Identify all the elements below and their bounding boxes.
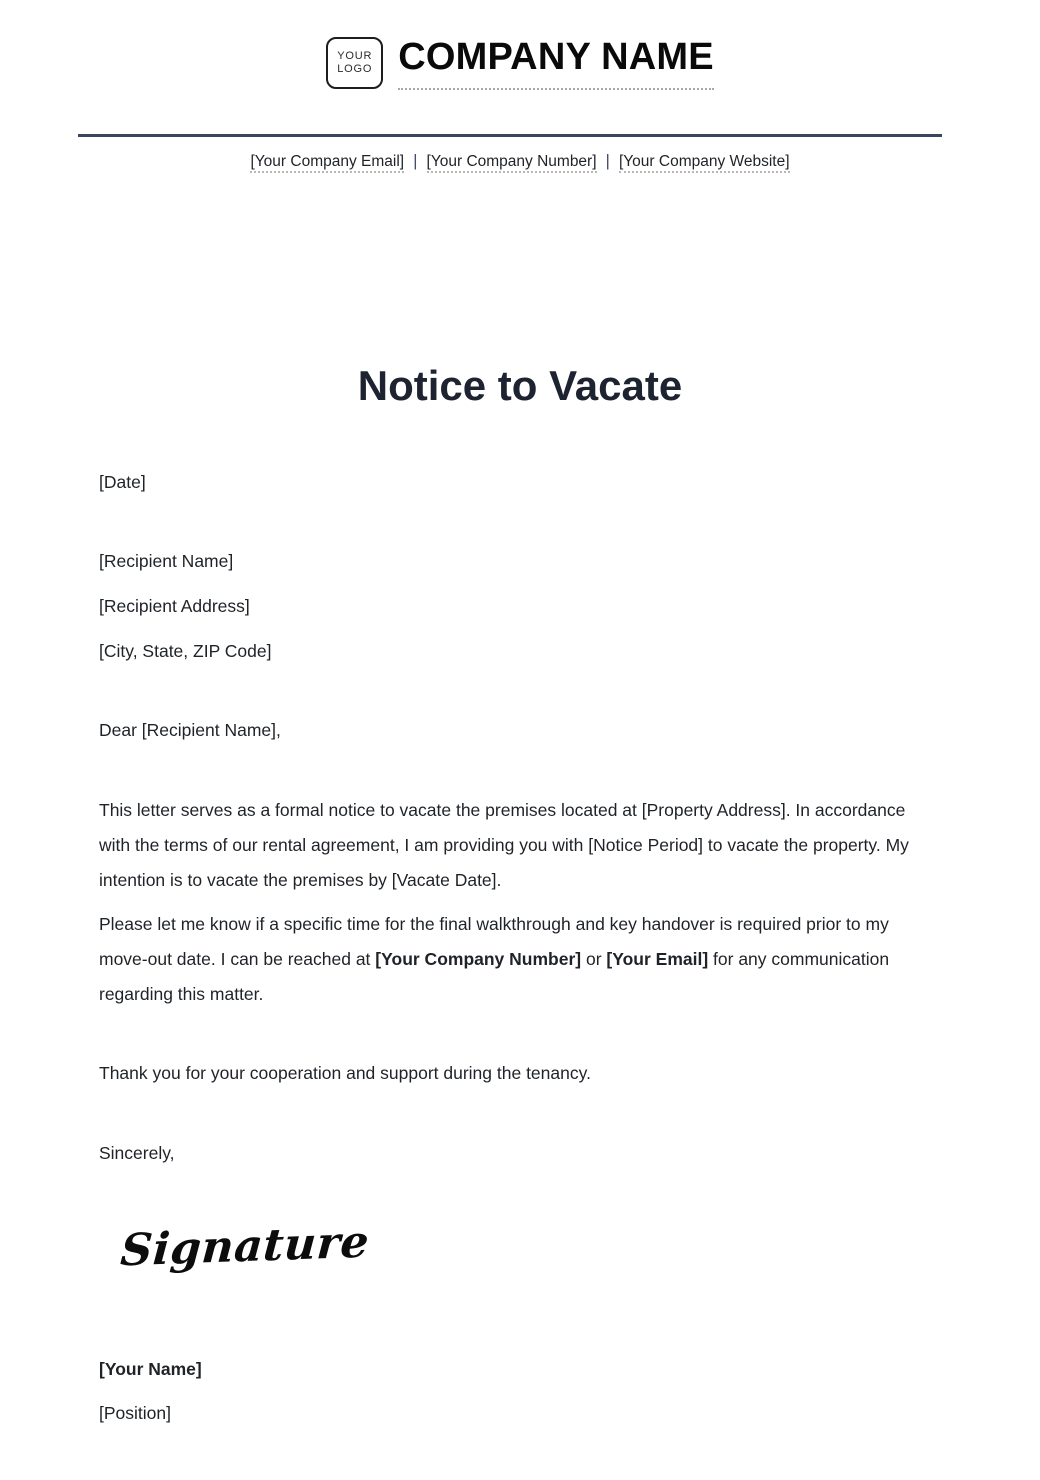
recipient-name: [Recipient Name]	[99, 551, 234, 571]
contact-separator: |	[605, 151, 610, 170]
company-name[interactable]: COMPANY NAME	[398, 36, 714, 90]
body-paragraph-3: Thank you for your cooperation and support during the tenancy.	[99, 1063, 591, 1083]
salutation: Dear [Recipient Name],	[99, 720, 281, 740]
paragraph-2-text-3: for any communication regarding this matter.	[99, 949, 890, 1004]
company-number-placeholder: [Your Company Number]	[375, 949, 582, 969]
recipient-block	[99, 551, 940, 661]
sender-name: [Your Name]	[99, 1359, 202, 1379]
company-email-field[interactable]: [Your Company Email]	[250, 153, 404, 173]
contact-line	[0, 151, 1040, 172]
company-logo[interactable]	[326, 37, 383, 89]
signature-script: Signature	[118, 1216, 371, 1277]
letterhead	[0, 0, 1040, 90]
recipient-city-state-zip: [City, State, ZIP Code]	[99, 641, 272, 661]
logo-text-line2: LOGO	[337, 63, 373, 75]
recipient-address: [Recipient Address]	[99, 596, 250, 616]
paragraph-2-text-1: Please let me know if a specific time for the final walkthrough and key handover is required prior to my move-out date. I can be reached at	[99, 914, 889, 969]
logo-text-line1: YOUR	[337, 50, 373, 62]
date-placeholder: [Date]	[99, 472, 146, 492]
header-divider	[78, 134, 942, 137]
paragraph-2-text-2: or	[581, 949, 607, 969]
company-website-field[interactable]: [Your Company Website]	[619, 153, 790, 173]
sender-position: [Position]	[99, 1403, 171, 1423]
body-paragraph-2	[99, 907, 940, 1012]
letter-title: Notice to Vacate	[357, 362, 683, 409]
email-placeholder: [Your Email]	[606, 949, 709, 969]
letter-body	[0, 472, 1040, 1423]
company-number-field[interactable]: [Your Company Number]	[427, 153, 597, 173]
closing: Sincerely,	[99, 1143, 175, 1163]
body-paragraph-1: This letter serves as a formal notice to vacate the premises located at [Property Address]. In accordance with the terms of our rental agreement, I am providing you with [Notice Period] to vacate the property. My intention is to vacate the premises by [Vacate Date].	[99, 800, 909, 890]
contact-separator: |	[413, 151, 418, 170]
